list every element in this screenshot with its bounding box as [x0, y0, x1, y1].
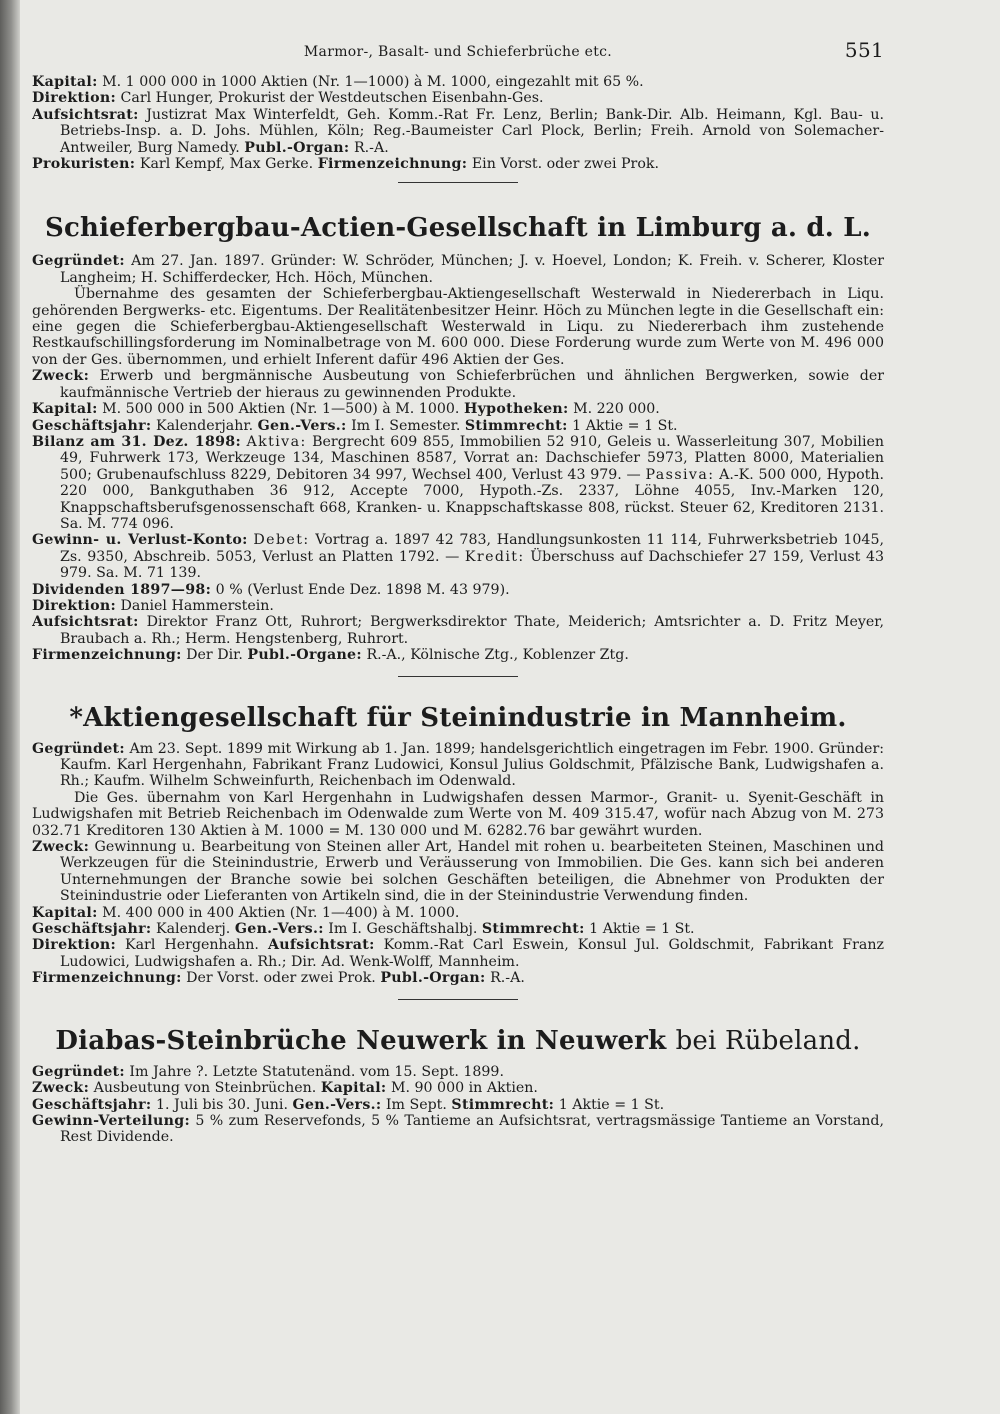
- field-dividenden: [32, 582, 884, 598]
- value-stimmrecht: 1 Aktie = 1 St.: [572, 417, 678, 434]
- field-kapital: [32, 401, 884, 417]
- label-direktion: Direktion:: [32, 597, 116, 614]
- field-gewinn-verteilung: [32, 1113, 884, 1146]
- value-kapital: M. 500 000 in 500 Aktien (Nr. 1—500) à M. 1000.: [102, 401, 460, 418]
- field-prokuristen: [32, 156, 884, 172]
- field-geschaeftsjahr: [32, 921, 884, 937]
- entry-steinindustrie-mannheim: [32, 703, 884, 987]
- separator-rule: [398, 999, 518, 1000]
- label-gegruendet: Gegründet:: [32, 740, 125, 757]
- field-kapital: [32, 74, 884, 90]
- label-stimmrecht: Stimmrecht:: [481, 921, 585, 938]
- company-title: *Aktiengesellschaft für Steinindustrie in Mannheim.: [69, 702, 847, 733]
- label-direktion: Direktion:: [32, 937, 116, 954]
- label-gen-vers: Gen.-Vers.:: [234, 921, 324, 938]
- label-firmenzeichnung: Firmenzeichnung:: [32, 970, 182, 987]
- label-publ-organ: Publ.-Organ:: [380, 970, 486, 987]
- book-page: [32, 38, 884, 1378]
- value-publ-organ: R.-A.: [490, 970, 525, 987]
- label-zweck: Zweck:: [32, 368, 90, 385]
- running-header-title: Marmor-, Basalt- und Schieferbrüche etc.: [303, 44, 613, 60]
- value-dividenden: 0 % (Verlust Ende Dez. 1898 M. 43 979).: [215, 581, 510, 598]
- separator-rule: [398, 182, 518, 183]
- label-publ-organe: Publ.-Organe:: [247, 647, 362, 664]
- label-debet: Debet:: [253, 532, 310, 549]
- value-gen-vers: Im I. Semester.: [351, 417, 461, 434]
- label-geschaeftsjahr: Geschäftsjahr:: [32, 417, 152, 434]
- label-gewinn-verlust: Gewinn- u. Verlust-Konto:: [32, 532, 248, 549]
- value-publ-organ: R.-A.: [353, 139, 389, 156]
- label-firmenzeichnung: Firmenzeichnung:: [317, 156, 468, 173]
- value-firmenzeichnung: Ein Vorst. oder zwei Prok.: [471, 156, 659, 173]
- label-aufsichtsrat: Aufsichtsrat:: [267, 937, 375, 954]
- value-hypotheken: M. 220 000.: [573, 401, 660, 418]
- separator-rule: [398, 676, 518, 677]
- value-stimmrecht: 1 Aktie = 1 St.: [589, 921, 695, 938]
- label-gegruendet: Gegründet:: [32, 253, 125, 270]
- value-firmenzeichnung: Der Dir.: [186, 647, 243, 664]
- value-debet: Vortrag a. 1897 42 783, Handlungsunkosten 11 114, Fuhrwerksbetrieb 1045, Zs. 9350, Abschreib. 5053, Verlust an Platten 1792. —: [60, 532, 884, 565]
- value-firmenzeichnung: Der Vorst. oder zwei Prok.: [186, 970, 376, 987]
- value-direktion: Carl Hunger, Prokurist der Westdeutschen Eisenbahn-Ges.: [120, 90, 544, 107]
- value-kapital: M. 90 000 in Aktien.: [390, 1080, 538, 1097]
- page-number: 551: [844, 38, 884, 62]
- field-gegruendet: [32, 741, 884, 790]
- label-kapital: Kapital:: [32, 74, 98, 90]
- company-title-location: bei Rübeland.: [675, 1025, 861, 1056]
- entry-continued: [32, 74, 884, 172]
- value-kapital: M. 1 000 000 in 1000 Aktien (Nr. 1—1000) à M. 1000, eingezahlt mit 65 %.: [102, 74, 644, 90]
- entry-schieferbergbau-limburg: [32, 213, 884, 663]
- field-direktion: [32, 598, 884, 614]
- field-kapital: [32, 905, 884, 921]
- field-firmenzeichnung: [32, 970, 884, 986]
- label-hypotheken: Hypotheken:: [463, 401, 569, 418]
- label-geschaeftsjahr: Geschäftsjahr:: [32, 921, 152, 938]
- entry-diabas-neuwerk: [32, 1026, 884, 1146]
- value-kapital: M. 400 000 in 400 Aktien (Nr. 1—400) à M. 1000.: [102, 904, 460, 921]
- label-kapital: Kapital:: [320, 1080, 387, 1097]
- field-bilanz: [32, 434, 884, 532]
- scan-binding-edge: [0, 0, 20, 1414]
- field-aufsichtsrat: [32, 614, 884, 647]
- label-prokuristen: Prokuristen:: [32, 156, 136, 173]
- label-kapital: Kapital:: [32, 904, 98, 921]
- value-zweck: Gewinnung u. Bearbeitung von Steinen aller Art, Handel mit rohen u. bearbeiteten Steinen, Maschinen und Werkzeugen für die Steinindustrie, Erwerb und Veräusserung von Immobilien. Die Ges. kann sich bei anderen Unternehmungen der Branche sowie bei solchen Geschäften beteiligen, die Abnehmer von Produkten der Steinindustrie oder Lieferanten von Artikeln sind, die in der Steinindustrie Verwendung finden.: [60, 839, 884, 905]
- value-direktion: Karl Hergenhahn.: [125, 937, 259, 954]
- value-aufsichtsrat: Justizrat Max Winterfeldt, Geh. Komm.-Rat Fr. Lenz, Berlin; Bank-Dir. Alb. Heimann, Kgl. Bau- u. Betriebs-Insp. a. D. Johs. Mühlen, Köln; Reg.-Baumeister Carl Plock, Berlin; Freih. Arnold von Solemacher-Antweiler, Burg Namedy.: [60, 106, 884, 156]
- label-publ-organ: Publ.-Organ:: [244, 139, 350, 156]
- company-title-main: Diabas-Steinbrüche Neuwerk in Neuwerk: [55, 1025, 667, 1056]
- value-kredit: Überschuss auf Dachschiefer 27 159, Verlust 43 979. Sa. M. 71 139.: [60, 548, 884, 582]
- label-stimmrecht: Stimmrecht:: [451, 1096, 555, 1113]
- field-direktion: [32, 90, 884, 106]
- company-title: [32, 1026, 884, 1056]
- value-stimmrecht: 1 Aktie = 1 St.: [558, 1096, 665, 1113]
- value-prokuristen: Karl Kempf, Max Gerke.: [139, 156, 314, 173]
- field-gegruendet: [32, 1064, 884, 1080]
- label-zweck: Zweck:: [32, 1080, 90, 1097]
- value-aufsichtsrat: Komm.-Rat Carl Eswein, Konsul Jul. Goldschmit, Fabrikant Franz Ludowici, Ludwigshafen a. Rh.; Dir. Ad. Wenk-Wolff, Mannheim.: [60, 937, 884, 970]
- field-firmenzeichnung: [32, 647, 884, 663]
- label-firmenzeichnung: Firmenzeichnung:: [32, 647, 182, 664]
- value-publ-organe: R.-A., Kölnische Ztg., Koblenzer Ztg.: [366, 647, 629, 664]
- field-zweck: [32, 839, 884, 905]
- value-passiva: A.-K. 500 000, Hypoth. 220 000, Bankguthaben 36 912, Accepte 7000, Hypoth.-Zs. 2337, Löhne 4055, Inv.-Marken 120, Knappschaftsberufsgenossenschaft 668, Kranken- u. Knappschaftskasse 808, rückst. Steuer 62, Kreditoren 2131. Sa. M. 774 096.: [60, 466, 884, 532]
- value-aktiva: Bergrecht 609 855, Immobilien 52 910, Geleis u. Wasserleitung 307, Mobilien 49, Fuhrwerk 173, Werkzeuge 134, Maschinen 8587, Vorrat an: Dachschiefer 5973, Platten 8000, Materialien 500; Grubenaufschluss 8229, Debitoren 34 997, Wechsel 400, Verlust 43 979. —: [60, 433, 884, 483]
- label-geschaeftsjahr: Geschäftsjahr:: [32, 1096, 152, 1113]
- field-zweck: [32, 1080, 884, 1096]
- label-dividenden: Dividenden 1897—98:: [32, 581, 212, 598]
- field-geschaeftsjahr: [32, 418, 884, 434]
- value-gegruendet: Im Jahre ?. Letzte Statutenänd. vom 15. Sept. 1899.: [129, 1063, 504, 1080]
- field-aufsichtsrat: [32, 107, 884, 156]
- label-passiva: Passiva:: [645, 466, 715, 483]
- value-geschaeftsjahr: 1. Juli bis 30. Juni.: [156, 1096, 288, 1113]
- value-gen-vers: Im Sept.: [385, 1096, 447, 1113]
- label-zweck: Zweck:: [32, 839, 90, 856]
- label-gewinn-verteilung: Gewinn-Verteilung:: [32, 1112, 190, 1129]
- value-gen-vers: Im I. Geschäftshalbj.: [328, 921, 478, 938]
- paragraph-uebernahme: Übernahme des gesamten der Schieferbergbau-Aktiengesellschaft Westerwald in Niedererbach in Liqu. gehörenden Bergwerks- etc. Eigentums. Der Realitätenbesitzer Heinr. Höch zu München legte in die Gesellschaft ein: eine gegen die Schieferbergbau-Aktiengesellschaft Westerwald in Liqu. zu Niedererbach ihm zustehende Restkaufschillingsforderung im Nominalbetrage von M. 600 000. Diese Forderung wurde zum Werte von M. 496 000 von der Ges. übernommen, und erhielt Inferent dafür 496 Aktien der Ges.: [32, 286, 884, 368]
- value-geschaeftsjahr: Kalenderjahr.: [156, 417, 254, 434]
- value-zweck: Ausbeutung von Steinbrüchen.: [93, 1080, 317, 1097]
- field-geschaeftsjahr: [32, 1097, 884, 1113]
- field-direktion: [32, 937, 884, 970]
- running-header: [32, 38, 884, 68]
- company-title: Schieferbergbau-Actien-Gesellschaft in Limburg a. d. L.: [44, 213, 872, 244]
- value-geschaeftsjahr: Kalenderj.: [156, 921, 231, 938]
- value-gegruendet: Am 23. Sept. 1899 mit Wirkung ab 1. Jan. 1899; handelsgerichtlich eingetragen im Febr. 1900. Gründer: Kaufm. Karl Hergenhahn, Fabrikant Franz Ludowici, Konsul Julius Goldschmit, Pfälzische Bank, Ludwigshafen a. Rh.; Kaufm. Wilhelm Schweinfurth, Reichenbach im Odenwald.: [60, 740, 884, 790]
- label-direktion: Direktion:: [32, 90, 116, 107]
- label-stimmrecht: Stimmrecht:: [464, 417, 568, 434]
- value-zweck: Erwerb und bergmännische Ausbeutung von Schieferbrüchen und ähnlichen Bergwerken, sowie der kaufmännische Vertrieb der hieraus zu gewinnenden Produkte.: [60, 368, 884, 401]
- field-gegruendet: [32, 253, 884, 286]
- label-bilanz: Bilanz am 31. Dez. 1898:: [32, 433, 242, 450]
- field-gewinn-verlust: [32, 532, 884, 581]
- value-gewinn-verteilung: 5 % zum Reservefonds, 5 % Tantieme an Aufsichtsrat, vertragsmässige Tantieme an Vorstand, Rest Dividende.: [60, 1112, 884, 1146]
- label-gen-vers: Gen.-Vers.:: [257, 417, 347, 434]
- label-gen-vers: Gen.-Vers.:: [292, 1096, 382, 1113]
- value-direktion: Daniel Hammerstein.: [120, 597, 274, 614]
- label-aufsichtsrat: Aufsichtsrat:: [32, 614, 139, 631]
- field-zweck: [32, 368, 884, 401]
- label-aktiva: Aktiva:: [246, 433, 307, 450]
- value-aufsichtsrat: Direktor Franz Ott, Ruhrort; Bergwerksdirektor Thate, Meiderich; Amtsrichter a. D. Fritz Meyer, Braubach a. Rh.; Herm. Hengstenberg, Ruhrort.: [60, 614, 884, 647]
- value-gegruendet: Am 27. Jan. 1897. Gründer: W. Schröder, München; J. v. Hoevel, London; K. Freih. v. Scherer, Kloster Langheim; H. Schifferdecker, Hch. Höch, München.: [60, 253, 884, 286]
- label-gegruendet: Gegründet:: [32, 1063, 125, 1080]
- label-aufsichtsrat: Aufsichtsrat:: [32, 106, 139, 123]
- paragraph-uebernahme: Die Ges. übernahm von Karl Hergenhahn in Ludwigshafen dessen Marmor-, Granit- u. Syenit-Geschäft in Ludwigshafen mit Betrieb Reichenbach im Odenwalde zum Werte von M. 409 315.47, wofür nach Abzug von M. 273 032.71 Kreditoren 130 Aktien à M. 1000 = M. 130 000 und M. 6282.76 bar gewährt wurden.: [32, 789, 884, 839]
- label-kapital: Kapital:: [32, 401, 98, 418]
- label-kredit: Kredit:: [464, 548, 525, 565]
